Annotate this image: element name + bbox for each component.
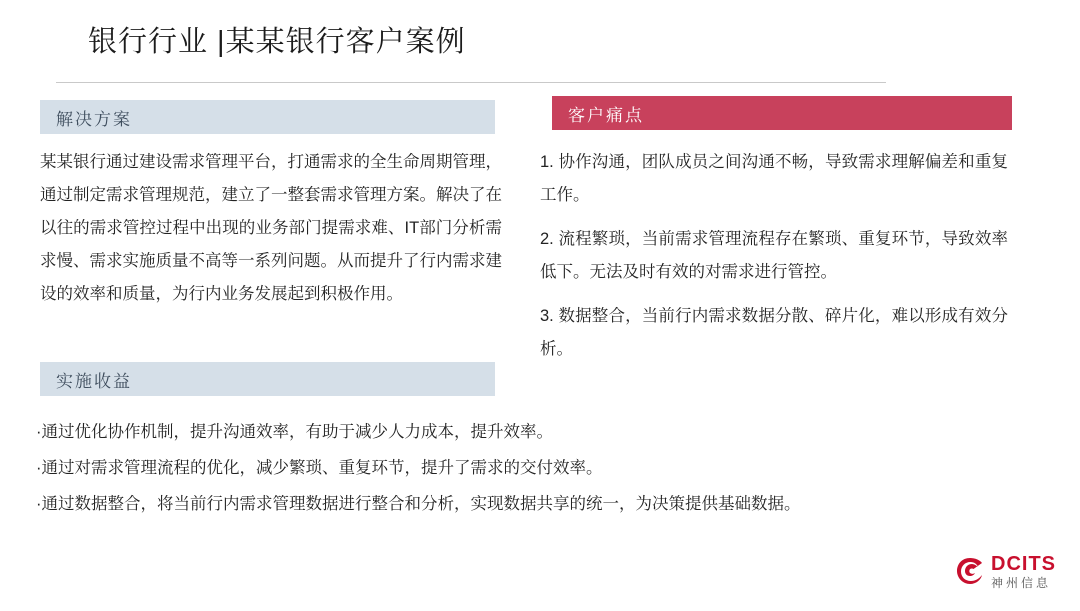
- section-header-solution: [40, 100, 495, 134]
- benefits-list: [36, 414, 1016, 522]
- list-item: 2. 流程繁琐，当前需求管理流程存在繁琐、重复环节，导致效率低下。无法及时有效的对需求进行管控。: [540, 230, 1008, 281]
- list-item: 1. 协作沟通，团队成员之间沟通不畅，导致需求理解偏差和重复工作。: [540, 153, 1008, 204]
- logo-text: [991, 554, 1056, 589]
- pain-points-list: [540, 146, 1008, 377]
- company-logo: [955, 549, 1056, 593]
- section-header-benefits: [40, 362, 495, 396]
- solution-body-text: 某某银行通过建设需求管理平台，打通需求的全生命周期管理，通过制定需求管理规范，建立了一整套需求管理方案。解决了在以往的需求管控过程中出现的业务部门提需求难、IT部门分析需求慢、需求实施质量不高等一系列问题。从而提升了行内需求建设的效率和质量，为行内业务发展起到积极作用。: [40, 153, 502, 303]
- list-item: 3. 数据整合，当前行内需求数据分散、碎片化，难以形成有效分析。: [540, 307, 1008, 358]
- title-divider: [56, 82, 886, 83]
- list-item: ·通过对需求管理流程的优化，减少繁琐、重复环节，提升了需求的交付效率。: [36, 459, 603, 477]
- list-item: ·通过优化协作机制，提升沟通效率，有助于减少人力成本，提升效率。: [36, 423, 553, 441]
- section-header-benefits-label: 实施收益: [56, 371, 132, 391]
- section-header-pain-points: [552, 96, 1012, 130]
- dcits-swirl-icon: [955, 556, 985, 586]
- logo-subtitle: 神州信息: [991, 575, 1052, 590]
- section-header-solution-label: 解决方案: [56, 109, 132, 129]
- section-header-pain-points-label: 客户痛点: [568, 105, 644, 125]
- list-item: ·通过数据整合，将当前行内需求管理数据进行整合和分析，实现数据共享的统一，为决策提供基础数据。: [36, 495, 801, 513]
- page-title: 银行行业 |某某银行客户案例: [88, 26, 466, 58]
- logo-name: DCITS: [991, 552, 1056, 575]
